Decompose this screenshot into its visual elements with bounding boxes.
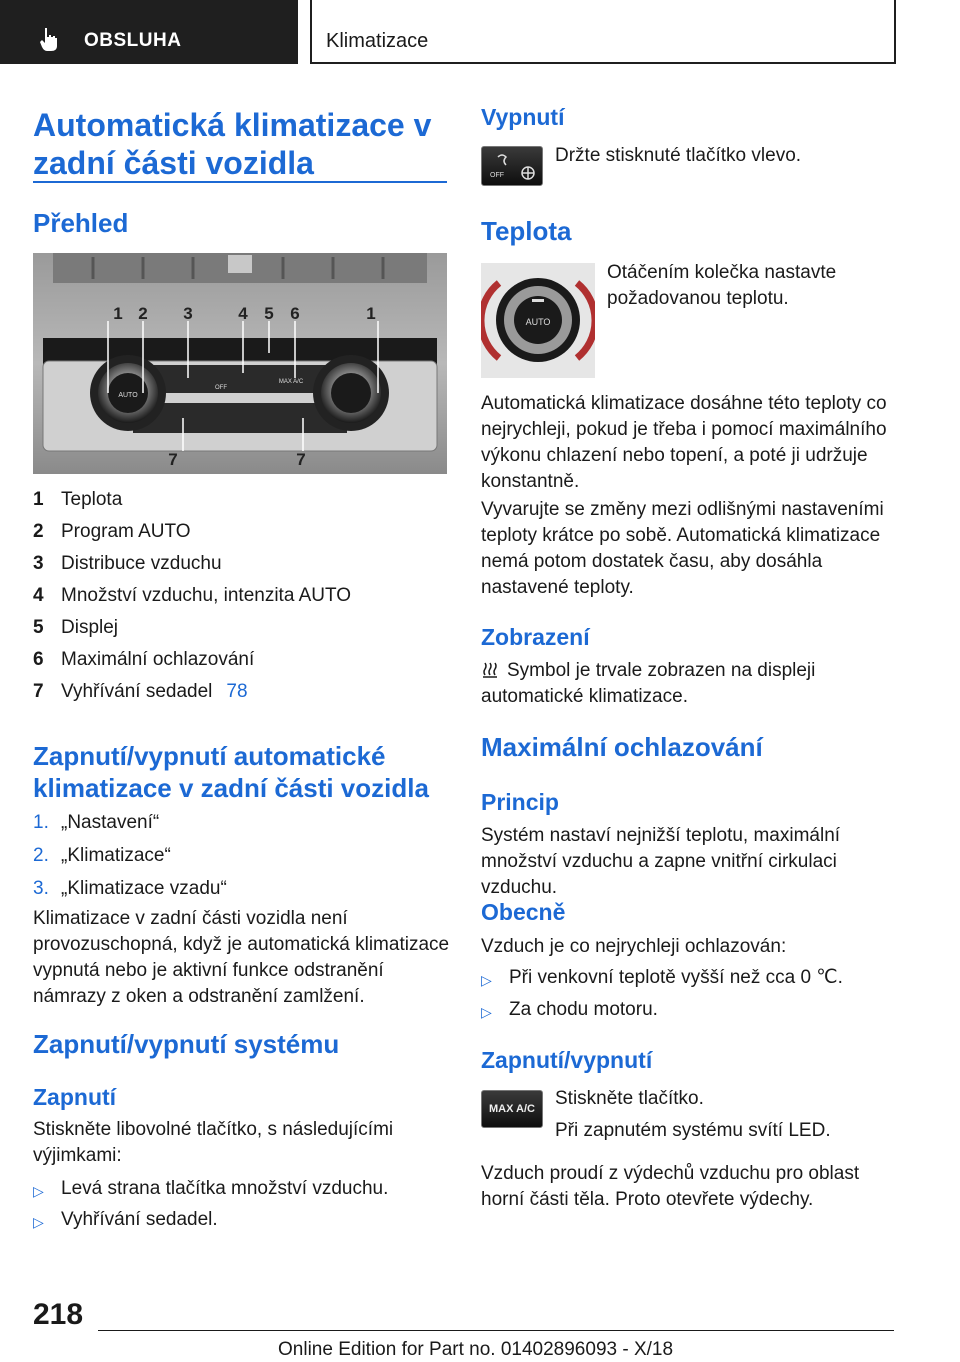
section-label: OBSLUHA [84, 30, 182, 51]
off-heading: Vypnutí [481, 104, 565, 130]
temp-heading: Teplota [481, 216, 572, 246]
figure-legend [33, 484, 351, 708]
title-rule [33, 181, 447, 183]
steps-list [33, 806, 227, 905]
general-text: Vzduch je co nejrychleji ochlazován: [481, 936, 787, 957]
temperature-knob-icon [481, 263, 595, 378]
onoff-heading: Zapnutí/vypnutí automatické klimatizace v zadní části vozidla [33, 741, 429, 803]
page-ref-link[interactable]: 78 [226, 681, 248, 702]
legend-item: 2 Program AUTO [33, 521, 191, 542]
legend-item: 4 Množství vzduchu, intenzita AUTO [33, 585, 352, 606]
callout-1: 1 [113, 304, 123, 323]
onoff2-paragraph: Vzduch proudí z výdechů vzduchu pro oblast horní části těla. Proto otevřete výdechy. [481, 1163, 860, 1210]
bullet-item: ▷ Levá strana tlačítka množství vzduchu. [33, 1178, 389, 1199]
on-heading: Zapnutí [33, 1084, 117, 1110]
page-title: Automatická klimatizace v zadní části vozidla [33, 107, 432, 181]
hand-pointer-icon [38, 26, 60, 52]
overview-heading: Přehled [33, 208, 129, 238]
maxac-button-label: MAX A/C [278, 379, 304, 385]
step-item: 1. „Nastavení“ [33, 811, 160, 833]
footer-edition: Online Edition for Part no. 01402896093 - X/18 [278, 1339, 674, 1360]
maxac-icon-label: MAX A/C [488, 1103, 536, 1115]
general-heading: Obecně [481, 899, 566, 925]
legend-item: 6 Maximální ochlazování [33, 649, 255, 670]
onoff2-heading: Zapnutí/vypnutí [481, 1047, 653, 1073]
knob-auto-label: AUTO [118, 392, 138, 399]
callout-7a: 7 [168, 450, 178, 469]
callout-2: 2 [138, 304, 148, 323]
svg-text:OFF: OFF [490, 172, 504, 179]
callout-6: 6 [290, 304, 300, 323]
legend-item: 3 Distribuce vzduchu [33, 553, 222, 574]
off-button-label: OFF [215, 385, 227, 391]
knob-auto-text: AUTO [525, 317, 551, 327]
display-heading: Zobrazení [481, 624, 590, 650]
bullet-item: ▷ Vyhřívání sedadel. [33, 1209, 218, 1230]
maxcool-heading: Maximální ochlazování [481, 732, 763, 762]
section-tab [0, 0, 298, 64]
principle-heading: Princip [481, 789, 559, 815]
chapter-label: Klimatizace [326, 30, 429, 52]
onoff2-text-1: Stiskněte tlačítko. [555, 1088, 704, 1109]
onoff2-text-2: Při zapnutém systému svítí LED. [555, 1120, 831, 1141]
principle-text: Systém nastaví nejnižší teplotu, maximální množství vzduchu a zapne vnitřní cirkulaci vzduchu. [481, 825, 841, 898]
maxac-button-icon [481, 1090, 543, 1128]
chapter-tab [310, 0, 896, 64]
step-item: 3. „Klimatizace vzadu“ [33, 877, 227, 899]
legend-item: 1 Teplota [33, 489, 123, 510]
callout-1b: 1 [366, 304, 376, 323]
off-text: Držte stisknuté tlačítko vlevo. [555, 145, 802, 166]
onoff-note: Klimatizace v zadní části vozidla není provozuschopná, když je automatická klimatizace vypnutá nebo je aktivní funkce odstranění námrazy z oken a odstranění zamlžení. [33, 908, 450, 1007]
footer-rule [98, 1330, 894, 1331]
callout-3: 3 [183, 304, 193, 323]
legend-item: 7 Vyhřívání sedadel 78 [33, 681, 248, 702]
on-text: Stiskněte libovolné tlačítko, s následujícími výjimkami: [33, 1119, 394, 1166]
page-number: 218 [33, 1298, 84, 1331]
legend-item: 5 Displej [33, 617, 119, 638]
bullet-item: ▷ Za chodu motoru. [481, 999, 658, 1020]
bullet-item: ▷ Při venkovní teplotě vyšší než cca 0 ℃. [481, 967, 843, 988]
callout-4: 4 [238, 304, 248, 323]
callout-7b: 7 [296, 450, 306, 469]
climate-panel-photo [33, 253, 447, 474]
temp-text: Otáčením kolečka nastavte požadovanou teplotu. [607, 262, 837, 309]
off-button-icon [481, 146, 543, 186]
temp-paragraph-2: Vyvarujte se změny mezi odlišnými nastaveními teploty krátce po sobě. Automatická klimatizace nemá potom dostatek času, aby dosáhla nastavené teploty. [481, 499, 884, 598]
display-text: Symbol je trvale zobrazen na displeji automatické klimatizace. [481, 660, 816, 707]
temp-paragraph-1: Automatická klimatizace dosáhne této teploty co nejrychleji, pokud je třeba i pomocí maximálního výkonu chlazení nebo topení, a poté ji udržuje konstantně. [481, 393, 887, 492]
system-heading: Zapnutí/vypnutí systému [33, 1029, 340, 1059]
step-item: 2. „Klimatizace“ [33, 844, 171, 866]
callout-5: 5 [264, 304, 274, 323]
